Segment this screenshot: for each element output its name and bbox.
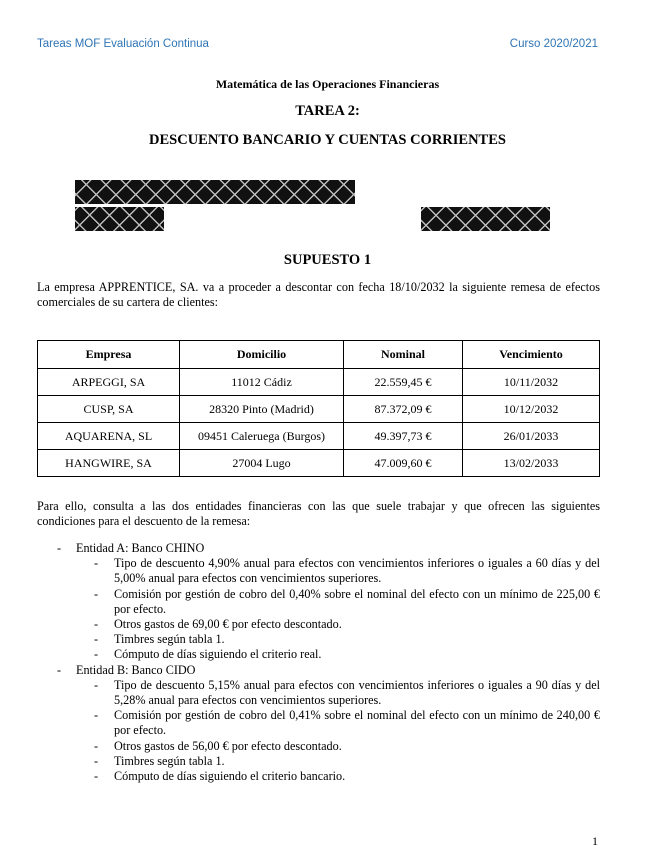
table-cell: 28320 Pinto (Madrid) xyxy=(180,396,344,423)
table-header-row xyxy=(38,341,600,369)
table-cell: 87.372,09 € xyxy=(344,396,463,423)
bullet-dash: - xyxy=(94,617,99,632)
header-left: Tareas MOF Evaluación Continua xyxy=(37,38,209,50)
table-row xyxy=(38,423,600,450)
entity-name: Entidad A: Banco CHINO xyxy=(76,541,205,555)
condition-text: Timbres según tabla 1. xyxy=(114,753,225,768)
remesa-table xyxy=(37,340,600,477)
condition-text: Timbres según tabla 1. xyxy=(114,632,225,647)
condition-text: Tipo de descuento 4,90% anual para efectos con vencimientos inferiores o iguales a 60 días y del 5,00% anual para efectos con vencimientos superiores. xyxy=(114,556,600,586)
table-row xyxy=(38,369,600,396)
bullet-dash: - xyxy=(94,647,99,662)
col-vencimiento: Vencimiento xyxy=(463,341,600,369)
condition-item xyxy=(0,647,655,662)
case-title: SUPUESTO 1 xyxy=(283,252,372,268)
table-cell: 27004 Lugo xyxy=(180,450,344,477)
header-right: Curso 2020/2021 xyxy=(509,38,598,50)
bullet-dash: - xyxy=(57,662,62,677)
col-nominal: Nominal xyxy=(344,341,463,369)
intro-paragraph: La empresa APPRENTICE, SA. va a proceder a descontar con fecha 18/10/2032 la siguiente remesa de efectos comerciales de su cartera de clientes: xyxy=(37,280,600,309)
condition-item xyxy=(0,739,655,754)
col-empresa: Empresa xyxy=(38,341,180,369)
bullet-dash: - xyxy=(94,677,99,692)
task-title: TAREA 2: xyxy=(295,103,360,119)
bullet-dash: - xyxy=(57,541,62,555)
table-cell: 11012 Cádiz xyxy=(180,369,344,396)
table-cell: CUSP, SA xyxy=(38,396,180,423)
table-row xyxy=(38,450,600,477)
condition-text: Tipo de descuento 5,15% anual para efectos con vencimientos inferiores o iguales a 90 días y del 5,28% anual para efectos con vencimientos superiores. xyxy=(114,677,600,708)
condition-item xyxy=(0,708,655,738)
table-cell: 26/01/2033 xyxy=(463,423,600,450)
entity-name: Entidad B: Banco CIDO xyxy=(76,662,196,677)
table-cell: AQUARENA, SL xyxy=(38,423,180,450)
condition-text: Comisión por gestión de cobro del 0,41% sobre el nominal del efecto con un mínimo de 240,00 € por efecto. xyxy=(114,708,600,738)
condition-text: Comisión por gestión de cobro del 0,40% sobre el nominal del efecto con un mínimo de 225,00 € por efecto. xyxy=(114,586,600,616)
bullet-dash: - xyxy=(94,769,99,784)
table-cell: 22.559,45 € xyxy=(344,369,463,396)
table-cell: HANGWIRE, SA xyxy=(38,450,180,477)
table-cell: 47.009,60 € xyxy=(344,450,463,477)
condition-item xyxy=(0,556,655,586)
entity-item xyxy=(0,663,655,678)
redaction-id xyxy=(75,207,164,231)
condition-item xyxy=(0,754,655,769)
table-row xyxy=(38,396,600,423)
condition-item xyxy=(0,587,655,617)
conditions-intro: Para ello, consulta a las dos entidades financieras con las que suele trabajar y que ofrecen las siguientes condiciones para el descuento de la remesa: xyxy=(37,499,600,528)
bullet-dash: - xyxy=(94,708,99,723)
bullet-dash: - xyxy=(94,738,99,753)
page-number: 1 xyxy=(592,834,598,848)
topic-title: DESCUENTO BANCARIO Y CUENTAS CORRIENTES xyxy=(149,132,506,148)
condition-text: Cómputo de días siguiendo el criterio real. xyxy=(114,647,322,662)
condition-item xyxy=(0,632,655,647)
bullet-dash: - xyxy=(94,753,99,768)
condition-item xyxy=(0,617,655,632)
table-cell: 10/11/2032 xyxy=(463,369,600,396)
table-body xyxy=(38,369,600,477)
condition-item xyxy=(0,678,655,708)
condition-item xyxy=(0,769,655,784)
course-title: Matemática de las Operaciones Financieras xyxy=(215,77,440,91)
bullet-dash: - xyxy=(94,556,99,571)
col-domicilio: Domicilio xyxy=(180,341,344,369)
table-cell: 09451 Caleruega (Burgos) xyxy=(180,423,344,450)
redaction-group xyxy=(421,207,550,231)
table-cell: 10/12/2032 xyxy=(463,396,600,423)
table-cell: 13/02/2033 xyxy=(463,450,600,477)
condition-text: Otros gastos de 69,00 € por efecto descontado. xyxy=(114,617,342,632)
table-cell: 49.397,73 € xyxy=(344,423,463,450)
condition-text: Cómputo de días siguiendo el criterio bancario. xyxy=(114,769,346,784)
bullet-dash: - xyxy=(94,632,99,647)
redaction-name xyxy=(75,180,355,204)
bullet-dash: - xyxy=(94,586,99,601)
table-cell: ARPEGGI, SA xyxy=(38,369,180,396)
condition-text: Otros gastos de 56,00 € por efecto descontado. xyxy=(114,738,342,753)
entity-list xyxy=(0,541,655,784)
entity-item xyxy=(0,541,655,556)
